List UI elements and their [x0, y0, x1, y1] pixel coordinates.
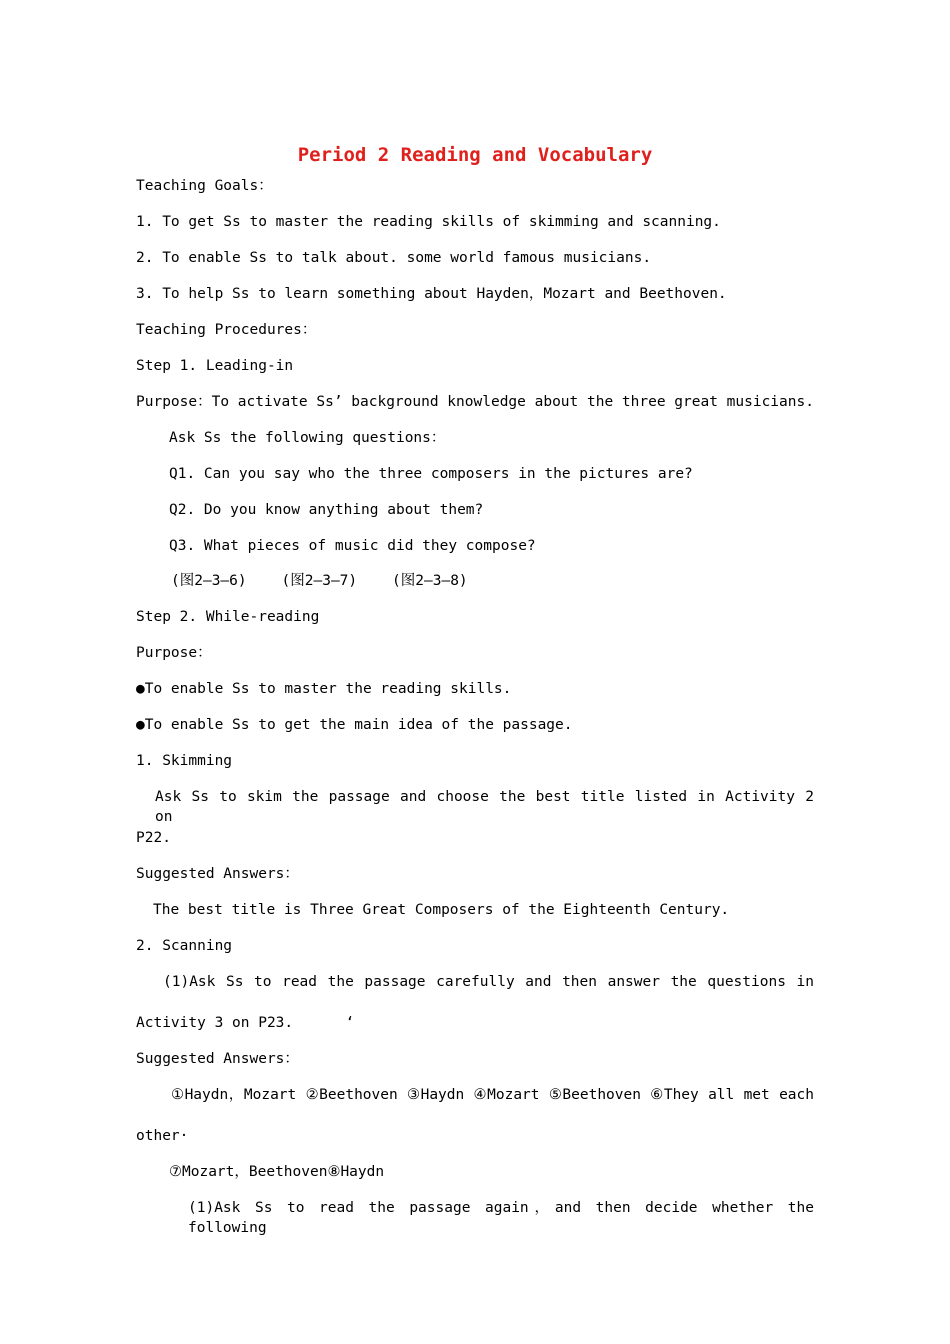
true-false-task: (1)Ask Ss to read the passage again，and then decide whether the following — [188, 1200, 814, 1236]
scanning-answers: ①Haydn，Mozart ②Beethoven ③Haydn ④Mozart ⑤Beethoven ⑥They all met each — [171, 1087, 814, 1103]
picture-references: (图2—3—6) (图2—3—7) (图2—3—8) — [171, 573, 468, 589]
goal-2: 2. To enable Ss to talk about. some world famous musicians. — [136, 250, 652, 266]
procedures-heading: Teaching Procedures： — [136, 322, 317, 338]
purpose-bullet-1: ●To enable Ss to master the reading skills. — [136, 681, 512, 697]
scanning-answers-continued: other· — [136, 1128, 189, 1144]
purpose-bullet-2: ●To enable Ss to get the main idea of the passage. — [136, 717, 573, 733]
page-title: Period 2 Reading and Vocabulary — [297, 144, 653, 166]
question-2: Q2. Do you know anything about them? — [169, 502, 484, 518]
suggested-answers-heading-1: Suggested Answers： — [136, 866, 299, 882]
question-1: Q1. Can you say who the three composers in the pictures are? — [169, 466, 693, 482]
skimming-task-continued: P22. — [136, 830, 171, 846]
step-2-purpose: Purpose： — [136, 645, 212, 661]
goal-1: 1. To get Ss to master the reading skills of skimming and scanning. — [136, 214, 721, 230]
ask-questions-intro: Ask Ss the following questions： — [169, 430, 446, 446]
skimming-answer: The best title is Three Great Composers of the Eighteenth Century. — [153, 902, 730, 918]
scanning-task-continued: Activity 3 on P23. ‘ — [136, 1015, 355, 1031]
skimming-task: Ask Ss to skim the passage and choose the best title listed in Activity 2 on — [155, 789, 814, 825]
goals-heading: Teaching Goals： — [136, 178, 273, 194]
step-1-purpose: Purpose：To activate Ss’ background knowledge about the three great musicians. — [136, 394, 814, 410]
suggested-answers-heading-2: Suggested Answers： — [136, 1051, 299, 1067]
step-2-heading: Step 2. While-reading — [136, 609, 320, 625]
scanning-task: (1)Ask Ss to read the passage carefully and then answer the questions in — [163, 974, 814, 990]
scanning-heading: 2. Scanning — [136, 938, 233, 954]
goal-3: 3. To help Ss to learn something about Hayden，Mozart and Beethoven. — [136, 286, 727, 302]
scanning-answers-final: ⑦Mozart，Beethoven⑧Haydn — [169, 1164, 385, 1180]
skimming-heading: 1. Skimming — [136, 753, 233, 769]
question-3: Q3. What pieces of music did they compose? — [169, 538, 536, 554]
step-1-heading: Step 1. Leading-in — [136, 358, 294, 374]
